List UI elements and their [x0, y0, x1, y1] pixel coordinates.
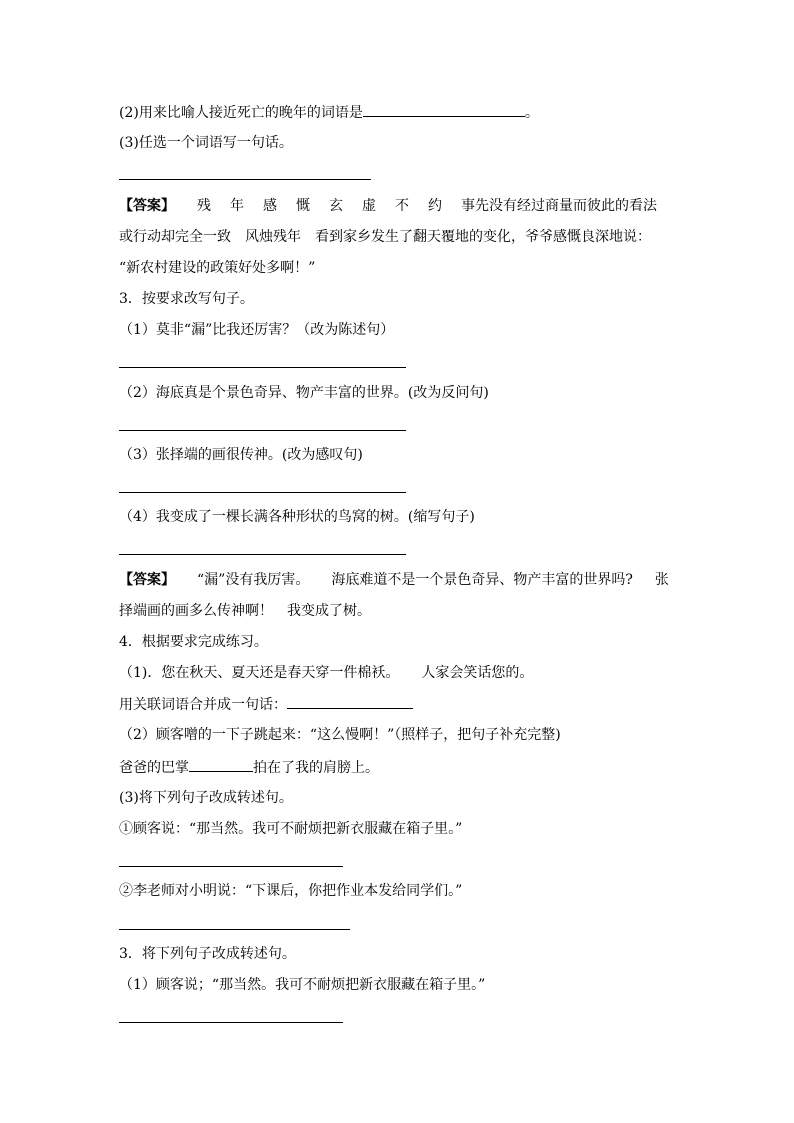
question-text: (2)用来比喻人接近死亡的晚年的词语是: [119, 105, 363, 121]
question-3-2: [119, 383, 679, 403]
answer-blank[interactable]: [287, 694, 413, 709]
answer-text: 看到家乡发生了翻天覆地的变化，爷爷感慨良深地说：: [315, 229, 651, 245]
answer-words: 残 年 感 慨 玄 虚 不 约: [197, 198, 442, 214]
answer-text: 海底难道不是一个景色奇异、物产丰富的世界吗?: [331, 572, 633, 588]
question-5-1: [119, 975, 679, 995]
answer-line[interactable]: [119, 554, 406, 555]
answer-text: 风烛残年: [245, 229, 301, 245]
answer-text: 择端画的画多么传神啊！: [119, 603, 273, 619]
answer-line[interactable]: [119, 929, 350, 930]
question-text-end: 。: [524, 105, 539, 121]
answer-label: 【答案】: [119, 198, 175, 214]
question-text: 用关联词语合并成一句话：: [119, 697, 287, 713]
answer-line[interactable]: [119, 1022, 343, 1023]
question-4-3-2: [119, 881, 679, 901]
question-text: ②李老师对小明说：“下课后，你把作业本发给同学们。”: [119, 883, 463, 899]
question-text: （2）海底真是个景色奇异、物产丰富的世界。(改为反问句): [119, 385, 489, 401]
question-title: 3．按要求改写句子。: [119, 291, 254, 307]
question-3-3: [119, 445, 679, 465]
question-text: （3）张择端的画很传神。(改为感叹句): [119, 447, 363, 463]
answer-text: “新农村建设的政策好处多啊！”: [119, 260, 316, 276]
answer-blank[interactable]: [363, 102, 525, 117]
question-3-1: [119, 320, 679, 340]
question-4-title: [119, 632, 679, 652]
answer-2-line-3: [119, 258, 679, 278]
answer-3-line-2: [119, 601, 679, 621]
answer-line[interactable]: [119, 367, 406, 368]
question-text: （1）莫非“漏”比我还厉害？（改为陈述句）: [119, 322, 395, 338]
question-3-title: [119, 289, 679, 309]
question-2-2: [119, 102, 679, 122]
question-3-4: [119, 507, 679, 527]
question-4-1: [119, 663, 679, 683]
question-text: （1)．您在秋天、夏天还是春天穿一件棉袄。: [119, 665, 400, 681]
answer-text: 或行动却完全一致: [119, 229, 231, 245]
question-text: (3)任选一个词语写一句话。: [119, 135, 293, 151]
answer-line[interactable]: [119, 492, 406, 493]
question-text: 拍在了我的肩膀上。: [253, 760, 379, 776]
question-text: ①顾客说：“那当然。我可不耐烦把新衣服藏在箱子里。”: [119, 821, 463, 837]
answer-line[interactable]: [119, 179, 371, 180]
answer-text: 事先没有经过商量而彼此的看法: [461, 198, 657, 214]
question-4-1-instruction: [119, 694, 679, 714]
question-2-3: [119, 133, 679, 153]
answer-blank[interactable]: [189, 757, 253, 772]
question-4-3-1: [119, 819, 679, 839]
answer-line[interactable]: [119, 866, 343, 867]
question-title: 3．将下列句子改成转述句。: [119, 946, 296, 962]
answer-text: “漏”没有我厉害。: [197, 572, 310, 588]
answer-3-line-1: [119, 570, 679, 590]
question-title: 4．根据要求完成练习。: [119, 634, 268, 650]
question-text: 爸爸的巴掌: [119, 760, 189, 776]
question-text: （2）顾客噌的一下子跳起来：“这么慢啊！”（照样子，把句子补充完整): [119, 727, 561, 743]
answer-2-line-2: [119, 227, 679, 247]
question-4-2: [119, 725, 679, 745]
answer-2-line-1: [119, 196, 679, 216]
answer-label: 【答案】: [119, 572, 175, 588]
answer-text: 我变成了树。: [287, 603, 371, 619]
question-text: （1）顾客说；“那当然。我可不耐烦把新衣服藏在箱子里。”: [119, 977, 486, 993]
question-text: (3)将下列句子改成转述句。: [119, 790, 293, 806]
question-5-title: [119, 944, 679, 964]
answer-text: 张: [654, 572, 669, 588]
question-text: 人家会笑话您的。: [421, 665, 534, 681]
question-4-2-sentence: [119, 757, 679, 777]
question-4-3: [119, 788, 679, 808]
question-text: （4）我变成了一棵长满各种形状的鸟窝的树。(缩写句子): [119, 509, 475, 525]
answer-line[interactable]: [119, 430, 406, 431]
